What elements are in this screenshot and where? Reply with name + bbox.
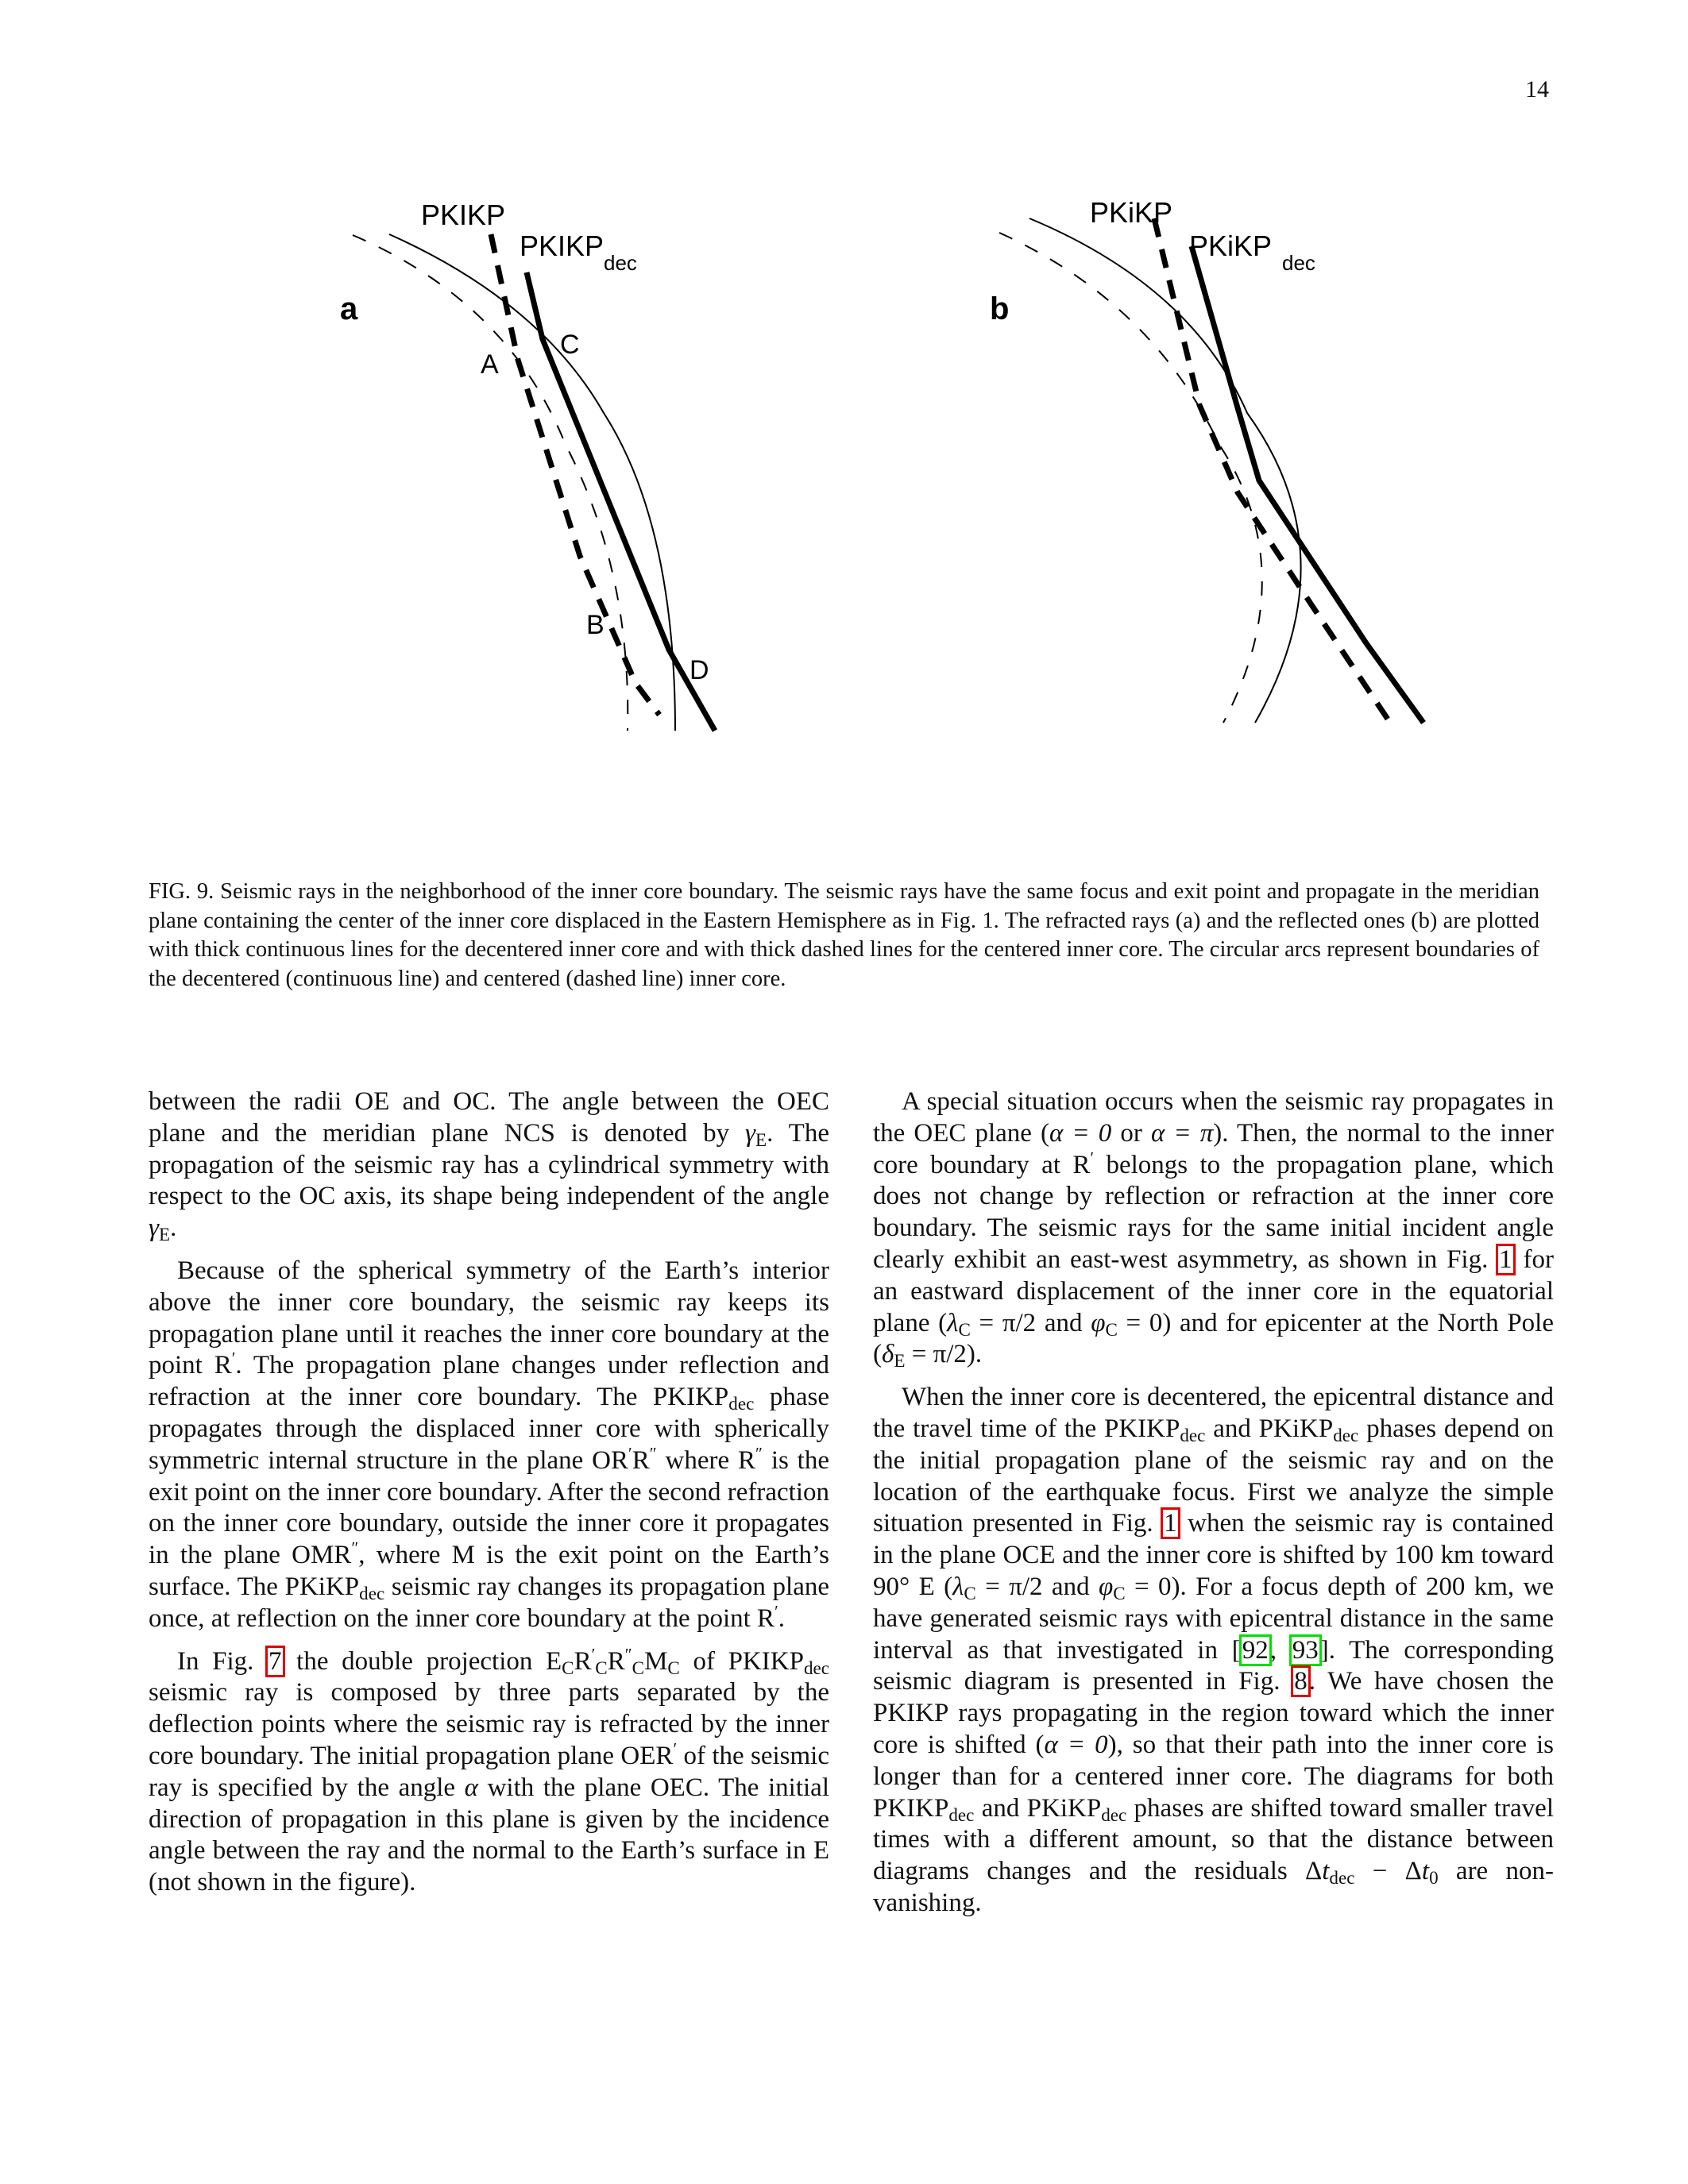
panel-a <box>340 199 715 731</box>
panel-a-decentered-boundary-arc <box>389 234 675 731</box>
left-paragraph-1: between the radii OE and OC. The angle between the OEC plane and the meridian plane NCS is denoted by $\gamma_E$. The propagation of the seismic ray has a cylindrical symmetry with respect to the OC axis, its shape being independent of the angle $\gamma_E$. <box>149 1087 829 1244</box>
panel-b-ray-decentered-sub: dec <box>1282 251 1315 275</box>
figure-8-link[interactable]: 8 <box>1294 1667 1308 1696</box>
figure-1-link-2[interactable]: 1 <box>1164 1509 1177 1538</box>
figure-caption: FIG. 9. Seismic rays in the neighborhood of the inner core boundary. The seismic rays have the same focus and exit point and propagate in the meridian plane containing the center of the inner core displaced in the Eastern Hemisphere as in Fig. 1. The refracted rays (a) and the reflected ones (b) are plotted with thick continuous lines for the decentered inner core and with thick dashed lines for the centered inner core. The circular arcs represent boundaries of the decentered (continuous line) and centered (dashed line) inner core. <box>149 879 1539 991</box>
panel-a-ray-centered-label: PKIKP <box>421 199 506 231</box>
panel-a-label: a <box>340 291 358 326</box>
panel-b-ray-centered-label: PKiKP <box>1090 196 1173 229</box>
figure-9 <box>0 0 1688 842</box>
citation-92-link[interactable]: 92 <box>1242 1635 1269 1665</box>
panel-a-centered-boundary-arc <box>353 235 628 731</box>
panel-a-centered-ray <box>491 234 659 715</box>
panel-b <box>990 196 1423 723</box>
panel-a-decentered-ray <box>527 272 715 731</box>
citation-93-link[interactable]: 93 <box>1292 1635 1319 1665</box>
left-paragraph-2: Because of the spherical symmetry of the Earth’s interior above the inner core boundary, the seismic ray keeps its propagation plane until it reaches the inner core boundary at the point R′. The propagation plane changes under reflection and refraction at the inner core boundary. The $PKIKP_{dec}$ phase propagates through the displaced inner core with spherically symmetric internal structure in the plane OR′R″ where R″ is the exit point on the inner core boundary. After the second refraction on the inner core boundary, outside the inner core it propagates in the plane OMR″, where M is the exit point on the Earth’s surface. The PKiKP$_{dec}$ seismic ray changes its propagation plane once, at reflection on the inner core boundary at the point R′. <box>149 1256 830 1633</box>
figure-9-drawing <box>0 0 1688 842</box>
left-paragraph-3: In Fig. 7 the double projection $E_CR'_CR''_CM_C$ of $PKIKP_{dec}$ seismic ray is composed by three parts separated by the deflection points where the seismic ray is refracted by the inner core boundary. The initial propagation plane OER′ of the seismic ray is specified by the angle α with the plane OEC. The initial direction of propagation in this plane is given by the incidence angle between the ray and the normal to the Earth’s surface in E (not shown in the figure). <box>149 1644 829 1897</box>
panel-b-ray-decentered-label: PKiKP <box>1189 230 1273 262</box>
point-C-label: C <box>560 330 580 360</box>
panel-b-decentered-ray <box>1192 246 1423 723</box>
figure-7-link[interactable]: 7 <box>268 1646 282 1676</box>
right-paragraph-1: A special situation occurs when the seismic ray propagates in the OEC plane (α = 0 or α = π). Then, the normal to the inner core boundary at R′ belongs to the propagation plane, which does not change by reflection or refraction at the inner core boundary. The seismic rays for the same initial incident angle clearly exhibit an east-west asymmetry, as shown in Fig. 1 for an eastward displacement of the inner core in the equatorial plane ($\lambda_C = \pi/2$ and $\varphi_C = 0$) and for epicenter at the North Pole $(\delta_E = \pi/2)$. <box>873 1087 1554 1372</box>
right-column <box>873 1086 1554 1931</box>
point-D-label: D <box>689 655 709 685</box>
right-paragraph-2: When the inner core is decentered, the epicentral distance and the travel time of the $PKIKP_{dec}$ and PKiKP$_{dec}$ phases depend on the initial propagation plane of the seismic ray and on the location of the earthquake focus. First we analyze the simple situation presented in Fig. 1 when the seismic ray is contained in the plane OCE and the inner core is shifted by 100 km toward 90° E ($\lambda_C = \pi/2$ and $\varphi_C = 0$). For a focus depth of 200 km, we have generated seismic rays with epicentral distance in the same interval as that investigated in [92, 93]. The corresponding seismic diagram is presented in Fig. 8. We have chosen the PKIKP rays propagating in the region toward which the inner core is shifted (α = 0), so that their path into the inner core is longer than for a centered inner core. The diagrams for both $PKIKP_{dec}$ and PKiKP$_{dec}$ phases are shifted toward smaller travel times with a different amount, so that the distance between diagrams changes and the residuals $\Delta t_{dec} - \Delta t_0$ are non-vanishing. <box>873 1383 1555 1917</box>
panel-b-centered-boundary-arc <box>999 233 1262 723</box>
panel-a-ray-decentered-sub: dec <box>604 251 637 275</box>
left-column <box>149 1086 829 1910</box>
panel-b-centered-ray <box>1154 218 1390 723</box>
panel-b-label: b <box>990 291 1010 326</box>
panel-a-ray-decentered-label: PKIKP <box>520 230 605 262</box>
point-B-label: B <box>586 610 605 640</box>
panel-b-decentered-boundary-arc <box>1029 218 1301 723</box>
page-number: 14 <box>1525 76 1549 102</box>
point-A-label: A <box>481 349 499 380</box>
figure-1-link[interactable]: 1 <box>1499 1244 1512 1274</box>
